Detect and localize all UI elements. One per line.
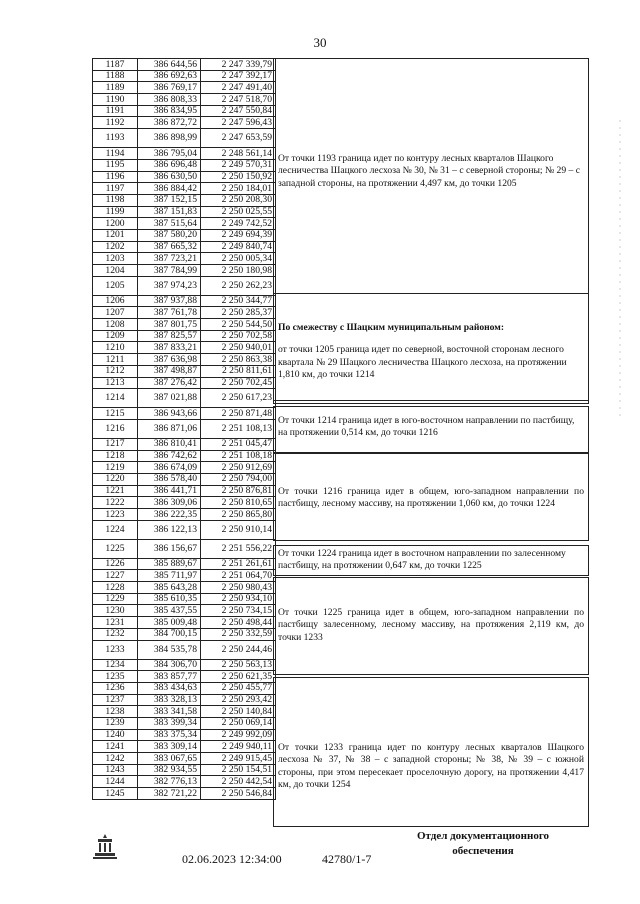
- description-block-1214: [273, 406, 589, 453]
- table-row: [93, 183, 276, 195]
- description-text: От точки 1214 граница идет в юго-восточном направлении по пастбищу, на протяжении 0,514 км, до точки 1216: [278, 415, 575, 439]
- description-block-1205: [273, 293, 589, 401]
- point-number: 1189: [93, 82, 138, 94]
- x-coordinate: 383 341,58: [138, 706, 201, 718]
- point-number: 1198: [93, 194, 138, 206]
- y-coordinate: 2 250 940,01: [201, 342, 276, 354]
- x-coordinate: 386 795,04: [138, 148, 201, 160]
- table-row: [93, 408, 276, 420]
- table-row: [93, 462, 276, 474]
- y-coordinate: 2 250 617,23: [201, 389, 276, 408]
- y-coordinate: 2 250 811,61: [201, 365, 276, 377]
- x-coordinate: 387 515,64: [138, 218, 201, 230]
- point-number: 1221: [93, 485, 138, 497]
- table-row: [93, 253, 276, 265]
- table-row: [93, 539, 276, 558]
- table-row: [93, 558, 276, 570]
- description-block-1224: [273, 545, 589, 576]
- y-coordinate: 2 251 108,13: [201, 419, 276, 438]
- y-coordinate: 2 247 550,84: [201, 105, 276, 117]
- x-coordinate: 385 610,35: [138, 593, 201, 605]
- point-number: 1193: [93, 129, 138, 148]
- y-coordinate: 2 250 293,42: [201, 694, 276, 706]
- x-coordinate: 387 761,78: [138, 307, 201, 319]
- x-coordinate: 387 021,88: [138, 389, 201, 408]
- table-row: [93, 570, 276, 582]
- x-coordinate: 387 801,75: [138, 319, 201, 331]
- y-coordinate: 2 250 865,80: [201, 509, 276, 521]
- x-coordinate: 383 328,13: [138, 694, 201, 706]
- point-number: 1212: [93, 365, 138, 377]
- table-row: [93, 682, 276, 694]
- table-row: [93, 307, 276, 319]
- table-row: [93, 671, 276, 683]
- y-coordinate: 2 250 621,35: [201, 671, 276, 683]
- x-coordinate: 387 833,21: [138, 342, 201, 354]
- table-row: [93, 706, 276, 718]
- x-coordinate: 384 306,70: [138, 659, 201, 671]
- table-row: [93, 605, 276, 617]
- y-coordinate: 2 250 285,37: [201, 307, 276, 319]
- scan-edge-marks: [618, 120, 622, 420]
- y-coordinate: 2 250 154,51: [201, 764, 276, 776]
- point-number: 1216: [93, 419, 138, 438]
- point-number: 1205: [93, 276, 138, 295]
- y-coordinate: 2 250 912,69: [201, 462, 276, 474]
- description-text: от точки 1205 граница идет по северной, восточной сторонам лесного квартала № 29 Шацкого лесничества Шацкого лесхоза, на протяжении 1,810 км, до точки 1214: [278, 344, 567, 380]
- point-number: 1228: [93, 582, 138, 594]
- point-number: 1233: [93, 640, 138, 659]
- point-number: 1191: [93, 105, 138, 117]
- table-row: [93, 319, 276, 331]
- y-coordinate: 2 250 005,34: [201, 253, 276, 265]
- point-number: 1190: [93, 94, 138, 106]
- point-number: 1224: [93, 520, 138, 539]
- table-row: [93, 628, 276, 640]
- x-coordinate: 386 441,71: [138, 485, 201, 497]
- table-row: [93, 450, 276, 462]
- description-block-1225: [273, 577, 589, 675]
- x-coordinate: 387 825,57: [138, 330, 201, 342]
- y-coordinate: 2 247 653,59: [201, 129, 276, 148]
- y-coordinate: 2 250 810,65: [201, 497, 276, 509]
- point-number: 1242: [93, 753, 138, 765]
- x-coordinate: 386 884,42: [138, 183, 201, 195]
- y-coordinate: 2 249 992,09: [201, 729, 276, 741]
- y-coordinate: 2 251 261,61: [201, 558, 276, 570]
- table-row: [93, 640, 276, 659]
- x-coordinate: 383 399,34: [138, 717, 201, 729]
- x-coordinate: 386 644,56: [138, 59, 201, 71]
- y-coordinate: 2 250 702,58: [201, 330, 276, 342]
- x-coordinate: 385 889,67: [138, 558, 201, 570]
- x-coordinate: 386 309,06: [138, 497, 201, 509]
- x-coordinate: 386 810,41: [138, 438, 201, 450]
- point-number: 1207: [93, 307, 138, 319]
- table-row: [93, 593, 276, 605]
- y-coordinate: 2 250 332,59: [201, 628, 276, 640]
- table-row: [93, 485, 276, 497]
- point-number: 1222: [93, 497, 138, 509]
- table-row: [93, 148, 276, 160]
- point-number: 1200: [93, 218, 138, 230]
- point-number: 1204: [93, 265, 138, 277]
- description-text: От точки 1216 граница идет в общем, юго-западном направлении по пастбищу, лесному массиву, на протяжении 1,060 км, до точки 1224: [278, 486, 584, 510]
- point-number: 1238: [93, 706, 138, 718]
- y-coordinate: 2 247 339,79: [201, 59, 276, 71]
- point-number: 1194: [93, 148, 138, 160]
- point-number: 1245: [93, 788, 138, 800]
- table-row: [93, 330, 276, 342]
- point-number: 1199: [93, 206, 138, 218]
- y-coordinate: 2 251 556,22: [201, 539, 276, 558]
- y-coordinate: 2 250 544,50: [201, 319, 276, 331]
- table-row: [93, 206, 276, 218]
- y-coordinate: 2 249 915,45: [201, 753, 276, 765]
- y-coordinate: 2 250 442,54: [201, 776, 276, 788]
- point-number: 1195: [93, 159, 138, 171]
- x-coordinate: 386 578,40: [138, 473, 201, 485]
- y-coordinate: 2 247 491,40: [201, 82, 276, 94]
- table-row: [93, 342, 276, 354]
- point-number: 1218: [93, 450, 138, 462]
- y-coordinate: 2 250 455,77: [201, 682, 276, 694]
- table-row: [93, 438, 276, 450]
- point-number: 1241: [93, 741, 138, 753]
- table-row: [93, 473, 276, 485]
- footer-department: Отдел документационного обеспечения: [416, 830, 550, 857]
- point-number: 1219: [93, 462, 138, 474]
- point-number: 1215: [93, 408, 138, 420]
- description-block-1233: [273, 677, 589, 827]
- description-text: От точки 1225 граница идет в общем, юго-западном направлении по пастбищу залесенному, лесному массиву, на протяжения 2,119 км, до точки 1233: [278, 607, 584, 643]
- x-coordinate: 383 857,77: [138, 671, 201, 683]
- table-row: [93, 419, 276, 438]
- point-number: 1243: [93, 764, 138, 776]
- y-coordinate: 2 250 910,14: [201, 520, 276, 539]
- table-row: [93, 788, 276, 800]
- table-row: [93, 276, 276, 295]
- y-coordinate: 2 250 563,13: [201, 659, 276, 671]
- point-number: 1210: [93, 342, 138, 354]
- y-coordinate: 2 249 940,11: [201, 741, 276, 753]
- y-coordinate: 2 250 150,92: [201, 171, 276, 183]
- y-coordinate: 2 247 392,17: [201, 70, 276, 82]
- table-row: [93, 659, 276, 671]
- point-number: 1192: [93, 117, 138, 129]
- section-heading: По смежеству с Шацким муниципальным районом:: [278, 322, 505, 333]
- y-coordinate: 2 250 208,30: [201, 194, 276, 206]
- x-coordinate: 387 784,99: [138, 265, 201, 277]
- point-number: 1237: [93, 694, 138, 706]
- table-row: [93, 171, 276, 183]
- table-row: [93, 354, 276, 366]
- table-row: [93, 764, 276, 776]
- table-row: [93, 377, 276, 389]
- x-coordinate: 382 721,22: [138, 788, 201, 800]
- y-coordinate: 2 250 069,14: [201, 717, 276, 729]
- x-coordinate: 386 871,06: [138, 419, 201, 438]
- x-coordinate: 386 222,35: [138, 509, 201, 521]
- y-coordinate: 2 250 980,43: [201, 582, 276, 594]
- point-number: 1196: [93, 171, 138, 183]
- x-coordinate: 386 769,17: [138, 82, 201, 94]
- x-coordinate: 387 665,32: [138, 241, 201, 253]
- point-number: 1188: [93, 70, 138, 82]
- x-coordinate: 387 151,83: [138, 206, 201, 218]
- x-coordinate: 383 434,63: [138, 682, 201, 694]
- point-number: 1235: [93, 671, 138, 683]
- x-coordinate: 386 872,72: [138, 117, 201, 129]
- point-number: 1230: [93, 605, 138, 617]
- point-number: 1244: [93, 776, 138, 788]
- description-text: От точки 1193 граница идет по контуру лесных кварталов Шацкого лесничества Шацкого лесхоза № 30, № 31 – с северной стороны; № 29 – с западной стороны, на протяжении 4,497 км, до точки 1205: [278, 153, 580, 189]
- x-coordinate: 386 808,33: [138, 94, 201, 106]
- x-coordinate: 386 692,63: [138, 70, 201, 82]
- point-number: 1232: [93, 628, 138, 640]
- point-number: 1203: [93, 253, 138, 265]
- y-coordinate: 2 250 863,38: [201, 354, 276, 366]
- table-row: [93, 694, 276, 706]
- footer-date: 02.06.2023 12:34:00: [182, 852, 282, 866]
- point-number: 1234: [93, 659, 138, 671]
- point-number: 1229: [93, 593, 138, 605]
- y-coordinate: 2 251 045,47: [201, 438, 276, 450]
- emblem-icon: [92, 832, 118, 860]
- point-number: 1223: [93, 509, 138, 521]
- x-coordinate: 383 067,65: [138, 753, 201, 765]
- x-coordinate: 386 122,13: [138, 520, 201, 539]
- table-row: [93, 241, 276, 253]
- point-number: 1214: [93, 389, 138, 408]
- y-coordinate: 2 249 570,31: [201, 159, 276, 171]
- x-coordinate: 384 700,15: [138, 628, 201, 640]
- y-coordinate: 2 250 184,01: [201, 183, 276, 195]
- point-number: 1217: [93, 438, 138, 450]
- x-coordinate: 386 674,09: [138, 462, 201, 474]
- table-row: [93, 82, 276, 94]
- description-text: От точки 1224 граница идет в восточном направлении по залесенному пастбищу, на протяжении 0,647 км, до точки 1225: [278, 548, 566, 572]
- point-number: 1206: [93, 295, 138, 307]
- table-row: [93, 741, 276, 753]
- table-row: [93, 729, 276, 741]
- y-coordinate: 2 250 140,84: [201, 706, 276, 718]
- y-coordinate: 2 250 876,81: [201, 485, 276, 497]
- x-coordinate: 385 711,97: [138, 570, 201, 582]
- table-row: [93, 117, 276, 129]
- point-number: 1208: [93, 319, 138, 331]
- x-coordinate: 387 152,15: [138, 194, 201, 206]
- x-coordinate: 383 309,14: [138, 741, 201, 753]
- y-coordinate: 2 250 180,98: [201, 265, 276, 277]
- y-coordinate: 2 249 840,74: [201, 241, 276, 253]
- point-number: 1202: [93, 241, 138, 253]
- point-number: 1225: [93, 539, 138, 558]
- page-number: 30: [313, 35, 327, 50]
- table-row: [93, 129, 276, 148]
- x-coordinate: 384 535,78: [138, 640, 201, 659]
- x-coordinate: 383 375,34: [138, 729, 201, 741]
- point-number: 1201: [93, 229, 138, 241]
- table-row: [93, 295, 276, 307]
- table-row: [93, 509, 276, 521]
- point-number: 1227: [93, 570, 138, 582]
- x-coordinate: 387 723,21: [138, 253, 201, 265]
- x-coordinate: 387 498,87: [138, 365, 201, 377]
- table-row: [93, 94, 276, 106]
- table-row: [93, 218, 276, 230]
- coordinates-table: [92, 58, 276, 800]
- y-coordinate: 2 250 344,77: [201, 295, 276, 307]
- point-number: 1187: [93, 59, 138, 71]
- x-coordinate: 386 943,66: [138, 408, 201, 420]
- table-row: [93, 717, 276, 729]
- point-number: 1209: [93, 330, 138, 342]
- y-coordinate: 2 247 518,70: [201, 94, 276, 106]
- point-number: 1197: [93, 183, 138, 195]
- footer-doc-number: 42780/1-7: [322, 852, 372, 866]
- y-coordinate: 2 250 262,23: [201, 276, 276, 295]
- y-coordinate: 2 250 546,84: [201, 788, 276, 800]
- description-block-1216: [273, 453, 589, 541]
- table-row: [93, 365, 276, 377]
- x-coordinate: 386 630,50: [138, 171, 201, 183]
- table-row: [93, 582, 276, 594]
- x-coordinate: 385 643,28: [138, 582, 201, 594]
- x-coordinate: 387 636,98: [138, 354, 201, 366]
- table-row: [93, 70, 276, 82]
- table-row: [93, 520, 276, 539]
- point-number: 1211: [93, 354, 138, 366]
- x-coordinate: 387 580,20: [138, 229, 201, 241]
- x-coordinate: 386 834,95: [138, 105, 201, 117]
- table-row: [93, 194, 276, 206]
- point-number: 1236: [93, 682, 138, 694]
- y-coordinate: 2 250 702,45: [201, 377, 276, 389]
- x-coordinate: 382 776,13: [138, 776, 201, 788]
- x-coordinate: 385 437,55: [138, 605, 201, 617]
- y-coordinate: 2 250 934,10: [201, 593, 276, 605]
- table-row: [93, 389, 276, 408]
- y-coordinate: 2 247 596,43: [201, 117, 276, 129]
- point-number: 1239: [93, 717, 138, 729]
- table-row: [93, 159, 276, 171]
- x-coordinate: 387 937,88: [138, 295, 201, 307]
- table-row: [93, 265, 276, 277]
- x-coordinate: 387 276,42: [138, 377, 201, 389]
- table-row: [93, 497, 276, 509]
- x-coordinate: 386 156,67: [138, 539, 201, 558]
- description-text: От точки 1233 граница идет по контуру лесных кварталов Шацкого лесхоза № 37, № 38 – с западной стороны; № 38, № 39 – с южной стороны, при этом пересекает проселочную дорогу, на протяжении 4,417 км, до точки 1254: [278, 742, 584, 790]
- y-coordinate: 2 250 871,48: [201, 408, 276, 420]
- y-coordinate: 2 250 025,55: [201, 206, 276, 218]
- point-number: 1213: [93, 377, 138, 389]
- x-coordinate: 386 898,99: [138, 129, 201, 148]
- y-coordinate: 2 250 244,46: [201, 640, 276, 659]
- point-number: 1226: [93, 558, 138, 570]
- table-row: [93, 229, 276, 241]
- y-coordinate: 2 248 561,14: [201, 148, 276, 160]
- y-coordinate: 2 250 734,15: [201, 605, 276, 617]
- x-coordinate: 386 696,48: [138, 159, 201, 171]
- x-coordinate: 382 934,55: [138, 764, 201, 776]
- y-coordinate: 2 251 064,70: [201, 570, 276, 582]
- table-row: [93, 105, 276, 117]
- x-coordinate: 387 974,23: [138, 276, 201, 295]
- point-number: 1231: [93, 617, 138, 629]
- point-number: 1220: [93, 473, 138, 485]
- y-coordinate: 2 249 742,52: [201, 218, 276, 230]
- y-coordinate: 2 250 794,00: [201, 473, 276, 485]
- y-coordinate: 2 250 498,44: [201, 617, 276, 629]
- x-coordinate: 385 009,48: [138, 617, 201, 629]
- table-row: [93, 753, 276, 765]
- table-row: [93, 776, 276, 788]
- x-coordinate: 386 742,62: [138, 450, 201, 462]
- y-coordinate: 2 249 694,39: [201, 229, 276, 241]
- y-coordinate: 2 251 108,18: [201, 450, 276, 462]
- table-row: [93, 59, 276, 71]
- point-number: 1240: [93, 729, 138, 741]
- table-row: [93, 617, 276, 629]
